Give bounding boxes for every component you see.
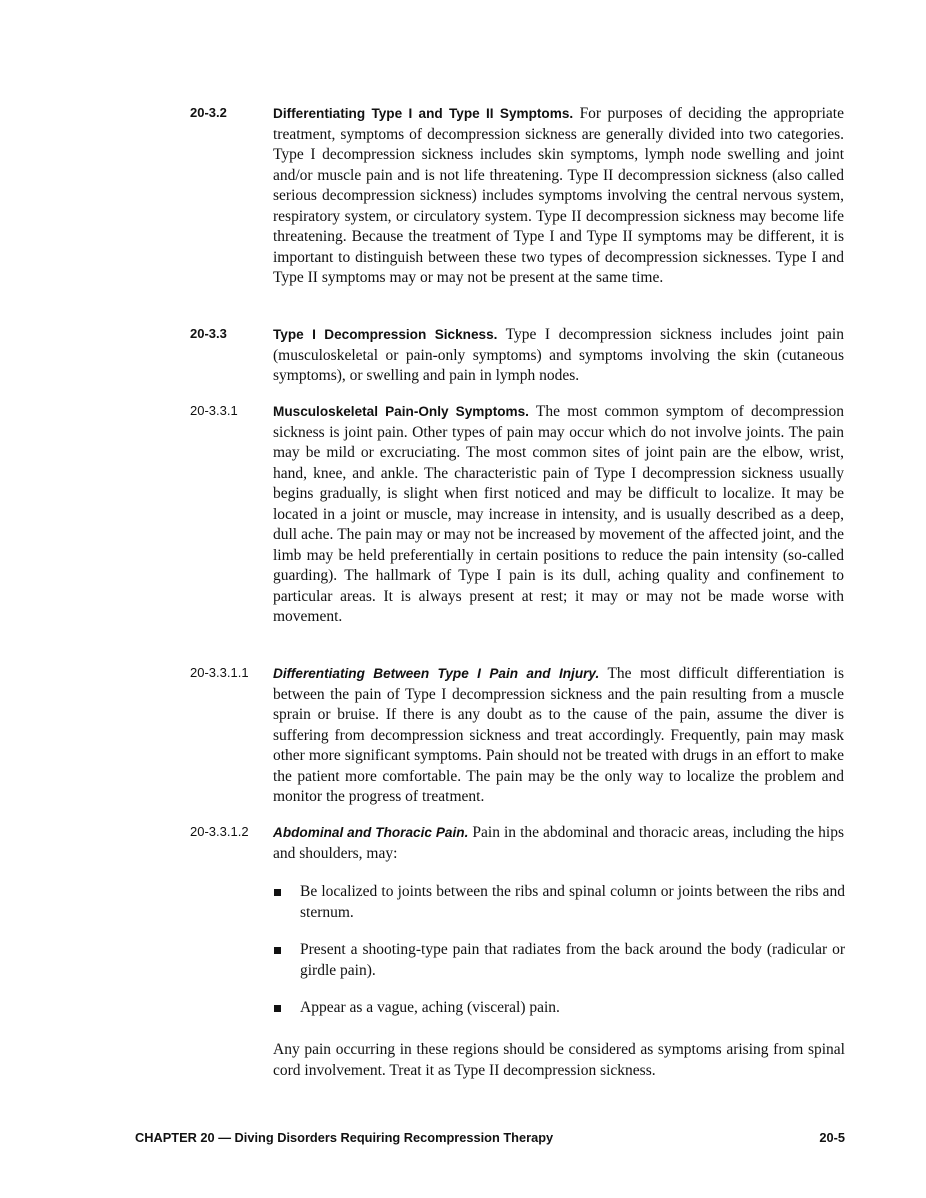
list-item bbox=[273, 882, 845, 923]
list-item-text: Appear as a vague, aching (visceral) pain. bbox=[300, 999, 560, 1016]
section-20-3-3 bbox=[190, 325, 846, 387]
section-20-3-3-1 bbox=[190, 402, 846, 628]
section-text: Type I decompression sickness includes joint pain (musculoskeletal or pain-only symptoms) and symptoms involving the skin (cutaneous symptoms), or swelling and pain in lymph nodes. bbox=[273, 326, 844, 384]
section-body bbox=[273, 823, 844, 864]
footer-chapter-title: CHAPTER 20 — Diving Disorders Requiring Recompression Therapy bbox=[135, 1130, 554, 1145]
section-body bbox=[273, 104, 844, 289]
section-number: 20-3.2 bbox=[190, 105, 227, 120]
section-heading: Type I Decompression Sickness. bbox=[273, 327, 498, 342]
section-20-3-3-1-1 bbox=[190, 664, 846, 808]
section-20-3-2 bbox=[190, 104, 846, 289]
section-heading: Differentiating Type I and Type II Symptoms. bbox=[273, 106, 574, 121]
section-number: 20-3.3.1.2 bbox=[190, 824, 249, 839]
list-item bbox=[273, 940, 845, 981]
list-item-text: Present a shooting-type pain that radiates from the back around the body (radicular or girdle pain). bbox=[300, 941, 845, 979]
section-heading: Abdominal and Thoracic Pain. bbox=[273, 825, 469, 840]
section-body bbox=[273, 325, 844, 387]
section-text: For purposes of deciding the appropriate treatment, symptoms of decompression sickness are generally divided into two categories. Type I decompression sickness includes skin symptoms, lymph node swelling and joint and/or muscle pain and is not life threatening. Type II decompression sickness (also called serious decompression sickness) includes symptoms involving the central nervous system, respiratory system, or circulatory system. Type II decompression sickness may become life threatening. Because the treatment of Type I and Type II symptoms may be different, it is important to distinguish between these two types of decompression sicknesses. Type I and Type II symptoms may or may not be present at the same time. bbox=[273, 105, 844, 286]
bullet-square-icon bbox=[274, 947, 281, 954]
section-20-3-3-1-2 bbox=[190, 823, 846, 864]
closing-paragraph: Any pain occurring in these regions should be considered as symptoms arising from spinal cord involvement. Treat it as Type II decompression sickness. bbox=[273, 1041, 845, 1079]
section-heading: Differentiating Between Type I Pain and Injury. bbox=[273, 666, 600, 681]
bullet-square-icon bbox=[274, 889, 281, 896]
section-text: The most difficult differentiation is between the pain of Type I decompression sickness and the pain resulting from a muscle sprain or bruise. If there is any doubt as to the cause of the pain, assume the diver is suffering from decompression sickness and treat accordingly. Frequently, pain may mask other more significant symptoms. Pain should not be treated with drugs in an effort to make the patient more comfortable. The pain may be the only way to localize the problem and monitor the progress of treatment. bbox=[273, 665, 844, 805]
section-text: The most common symptom of decompression sickness is joint pain. Other types of pain may occur which do not involve joints. The pain may be mild or excruciating. The most common sites of joint pain are the elbow, wrist, hand, knee, and ankle. The characteristic pain of Type I decompression sickness usually begins gradually, is slight when first noticed and may be difficult to localize. It may be located in a joint or muscle, may increase in intensity, and is usually described as a deep, dull ache. The pain may or may not be increased by movement of the affected joint, and the limb may be held preferentially in certain positions to reduce the pain intensity (so-called guarding). The hallmark of Type I pain is its dull, aching quality and confinement to particular areas. It is always present at rest; it may or may not be made worse with movement. bbox=[273, 403, 844, 625]
bullet-square-icon bbox=[274, 1005, 281, 1012]
section-number: 20-3.3.1.1 bbox=[190, 665, 249, 680]
page-footer bbox=[135, 1130, 845, 1145]
list-item bbox=[273, 998, 845, 1019]
page-number: 20-5 bbox=[819, 1130, 845, 1145]
section-heading: Musculoskeletal Pain-Only Symptoms. bbox=[273, 404, 529, 419]
section-body bbox=[273, 402, 844, 628]
section-text: Pain in the abdominal and thoracic areas, including the hips and shoulders, may: bbox=[273, 824, 845, 862]
list-item-text: Be localized to joints between the ribs and spinal column or joints between the ribs and sternum. bbox=[300, 883, 845, 921]
section-number: 20-3.3.1 bbox=[190, 403, 238, 418]
section-body bbox=[273, 664, 844, 808]
section-number: 20-3.3 bbox=[190, 326, 227, 341]
bullet-list bbox=[273, 882, 845, 1036]
